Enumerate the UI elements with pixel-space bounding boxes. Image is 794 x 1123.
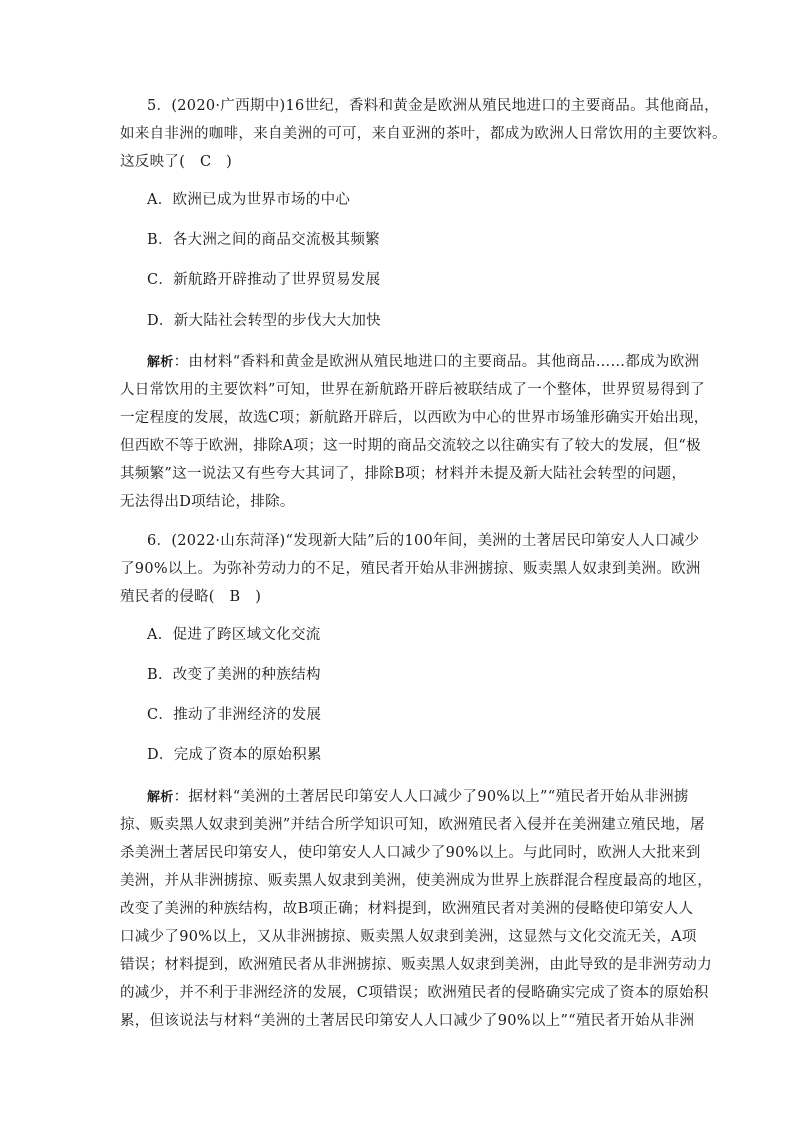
q5-analysis-line: 其频繁”这一说法又有些夸大其词了，排除B项；材料并未提及新大陆社会转型的问题，	[120, 466, 687, 482]
q6-analysis	[120, 783, 712, 1035]
q6-analysis-text: ：据材料“美洲的土著居民印第安人人口减少了90%以上”“殖民者开始从非洲掳	[173, 789, 689, 805]
q6-stem-line: 6．(2022·山东菏泽)“发现新大陆”后的100年间，美洲的土著居民印第安人人口减少	[147, 533, 700, 549]
q6-option-d: D．完成了资本的原始积累	[147, 747, 322, 763]
q6-analysis-line: 改变了美洲的种族结构，故B项正确；材料提到，欧洲殖民者对美洲的侵略使印第安人人	[120, 901, 694, 917]
q5-analysis-line: 一定程度的发展，故选C项；新航路开辟后，以西欧为中心的世界市场雏形确实开始出现，	[120, 410, 709, 426]
q6-analysis-line: 错误；材料提到，欧洲殖民者从非洲掳掠、贩卖黑人奴隶到美洲，由此导致的是非洲劳动力	[120, 957, 712, 973]
q5-stem	[120, 92, 727, 176]
q6-option-b: B．改变了美洲的种族结构	[147, 667, 321, 683]
q6-analysis-label: 解析	[147, 790, 174, 805]
q6-analysis-line	[120, 783, 689, 811]
q6-analysis-line: 杀美洲土著居民印第安人，使印第安人人口减少了90%以上。与此同时，欧洲人大批来到	[120, 845, 701, 861]
q5-option-d: D．新大陆社会转型的步伐大大加快	[147, 313, 381, 329]
q6-stem	[120, 527, 701, 611]
q5-option-c: C．新航路开辟推动了世界贸易发展	[147, 272, 381, 288]
q6-stem-line: 殖民者的侵略( B )	[120, 589, 262, 605]
q6-analysis-line: 累，但该说法与材料“美洲的土著居民印第安人人口减少了90%以上”“殖民者开始从非洲	[120, 1013, 695, 1029]
q6-analysis-line: 的减少，并不利于非洲经济的发展，C项错误；欧洲殖民者的侵略确实完成了资本的原始积	[120, 985, 709, 1001]
q5-stem-line: 如来自非洲的咖啡，来自美洲的可可，来自亚洲的茶叶，都成为欧洲人日常饮用的主要饮料。	[120, 126, 727, 142]
q6-option-c: C．推动了非洲经济的发展	[147, 707, 322, 723]
q5-option-a: A．欧洲已成为世界市场的中心	[147, 192, 351, 208]
q5-analysis	[120, 348, 709, 516]
q5-analysis-line	[120, 348, 700, 376]
q5-analysis-text: ：由材料“香料和黄金是欧洲从殖民地进口的主要商品。其他商品……都成为欧洲	[173, 354, 700, 370]
q6-option-a: A．促进了跨区域文化交流	[147, 627, 321, 643]
q5-analysis-line: 人日常饮用的主要饮料”可知，世界在新航路开辟后被联结成了一个整体，世界贸易得到了	[120, 382, 705, 398]
q6-stem-line: 了90%以上。为弥补劳动力的不足，殖民者开始从非洲掳掠、贩卖黑人奴隶到美洲。欧洲	[120, 561, 701, 577]
q5-analysis-line: 但西欧不等于欧洲，排除A项；这一时期的商品交流较之以往确实有了较大的发展，但“极	[120, 438, 701, 454]
q5-option-b: B．各大洲之间的商品交流极其频繁	[147, 232, 380, 248]
q5-analysis-line: 无法得出D项结论，排除。	[120, 494, 295, 510]
q5-analysis-label: 解析	[147, 355, 174, 370]
q6-analysis-line: 美洲，并从非洲掳掠、贩卖黑人奴隶到美洲，使美洲成为世界上族群混合程度最高的地区，	[120, 873, 712, 889]
q5-stem-line: 这反映了( C )	[120, 154, 233, 170]
q6-analysis-line: 掠、贩卖黑人奴隶到美洲”并结合所学知识可知，欧洲殖民者入侵并在美洲建立殖民地，屠	[120, 817, 705, 833]
q6-analysis-line: 口减少了90%以上，又从非洲掳掠、贩卖黑人奴隶到美洲，这显然与文化交流无关，A项	[120, 929, 697, 945]
q5-stem-line: 5．(2020·广西期中)16世纪，香料和黄金是欧洲从殖民地进口的主要商品。其他商品，	[147, 98, 719, 114]
